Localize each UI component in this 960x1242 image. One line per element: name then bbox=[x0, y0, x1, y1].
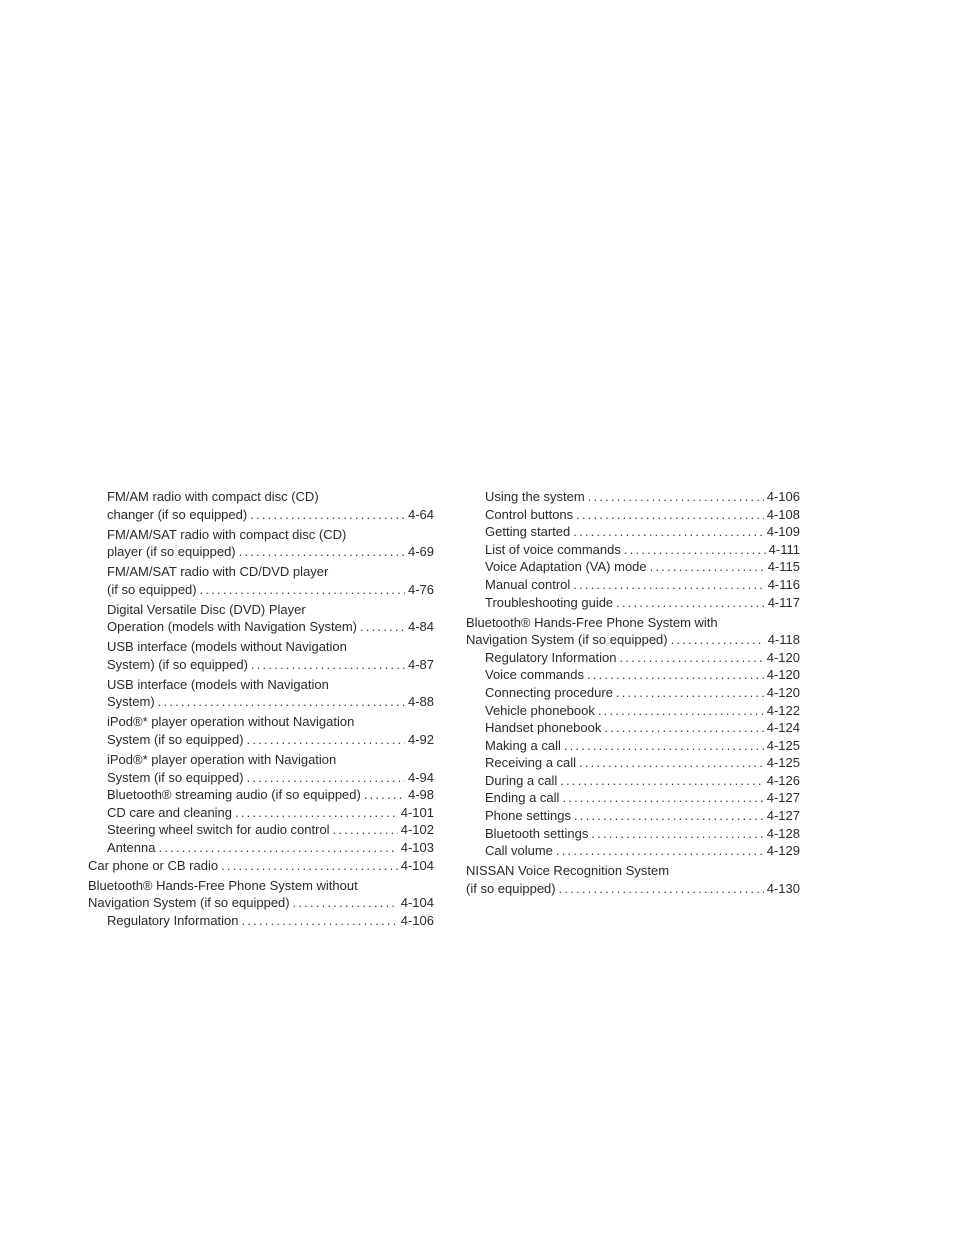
dot-leader bbox=[616, 684, 764, 702]
toc-entry-title-line: FM/AM/SAT radio with CD/DVD player bbox=[107, 564, 329, 580]
toc-entry-title-line: (if so equipped) bbox=[466, 880, 556, 896]
toc-entry[interactable] bbox=[466, 541, 800, 559]
dot-leader bbox=[235, 804, 398, 822]
dot-leader bbox=[250, 506, 405, 524]
toc-entry[interactable] bbox=[88, 526, 434, 561]
dot-leader bbox=[624, 541, 766, 559]
dot-leader bbox=[242, 912, 398, 930]
dot-leader bbox=[221, 857, 398, 875]
dot-leader bbox=[360, 618, 405, 636]
dot-leader bbox=[158, 693, 405, 711]
toc-entry-row bbox=[485, 488, 800, 506]
toc-entry[interactable] bbox=[88, 638, 434, 673]
toc-entry-row bbox=[485, 558, 800, 576]
toc-entry-row bbox=[485, 754, 800, 772]
toc-entry-title-line: Manual control bbox=[485, 576, 571, 592]
toc-entry-title-line: System) (if so equipped) bbox=[107, 656, 248, 672]
dot-leader bbox=[247, 769, 405, 787]
toc-page-number: 4-98 bbox=[407, 787, 434, 803]
toc-entry-row bbox=[485, 506, 800, 524]
dot-leader bbox=[598, 702, 764, 720]
toc-entry-row bbox=[485, 594, 800, 612]
toc-entry-title-line: Troubleshooting guide bbox=[485, 594, 614, 610]
toc-entry-title-line: Ending a call bbox=[485, 790, 560, 806]
toc-entry-title-line: Steering wheel switch for audio control bbox=[107, 822, 330, 838]
toc-entry-title-line: USB interface (models without Navigation bbox=[107, 639, 347, 655]
dot-leader bbox=[650, 558, 765, 576]
toc-entry[interactable] bbox=[88, 601, 434, 636]
dot-leader bbox=[574, 807, 764, 825]
dot-leader bbox=[562, 789, 763, 807]
toc-page-number: 4-106 bbox=[766, 489, 800, 504]
toc-page-number: 4-111 bbox=[768, 541, 800, 557]
dot-leader bbox=[579, 754, 764, 772]
toc-entry-title-line: Bluetooth settings bbox=[485, 825, 589, 841]
toc-entry-title-line: Navigation System (if so equipped) bbox=[88, 895, 290, 911]
toc-page-number: 4-125 bbox=[766, 737, 800, 753]
toc-entry-row bbox=[88, 894, 434, 912]
toc-entry-row bbox=[485, 649, 800, 667]
toc-page-number: 4-76 bbox=[407, 581, 434, 597]
toc-page-number: 4-94 bbox=[407, 769, 434, 785]
toc-entry-title-line: During a call bbox=[485, 772, 558, 788]
toc-page-number: 4-129 bbox=[766, 843, 800, 859]
toc-entry-row bbox=[485, 789, 800, 807]
toc-entry[interactable] bbox=[466, 594, 800, 612]
toc-entry[interactable] bbox=[466, 825, 800, 843]
toc-entry-row bbox=[107, 821, 434, 839]
toc-entry-title-line: NISSAN Voice Recognition System bbox=[466, 863, 670, 879]
toc-entry[interactable] bbox=[466, 807, 800, 825]
toc-entry[interactable] bbox=[88, 877, 434, 912]
toc-entry-row bbox=[485, 702, 800, 720]
toc-page-number: 4-69 bbox=[407, 544, 434, 560]
toc-page-number: 4-120 bbox=[766, 667, 800, 683]
toc-entry-title-line: Navigation System (if so equipped) bbox=[466, 632, 668, 648]
toc-page-number: 4-84 bbox=[407, 619, 434, 635]
dot-leader bbox=[333, 821, 398, 839]
toc-entry-title-line: Operation (models with Navigation System) bbox=[107, 619, 357, 635]
toc-entry[interactable] bbox=[88, 857, 434, 875]
toc-page-number: 4-120 bbox=[766, 649, 800, 665]
toc-entry-row bbox=[107, 786, 434, 804]
toc-entry-row bbox=[485, 523, 800, 541]
toc-entry-row bbox=[107, 769, 434, 787]
dot-leader bbox=[576, 506, 764, 524]
dot-leader bbox=[239, 543, 405, 561]
dot-leader bbox=[616, 594, 765, 612]
dot-leader bbox=[620, 649, 764, 667]
toc-entry-title-line: List of voice commands bbox=[485, 541, 621, 557]
toc-entry-title-line: FM/AM radio with compact disc (CD) bbox=[107, 489, 319, 504]
toc-entry-title-line: Regulatory Information bbox=[107, 912, 239, 928]
toc-entry[interactable] bbox=[466, 684, 800, 702]
dot-leader bbox=[573, 523, 763, 541]
toc-entry-title-line: Receiving a call bbox=[485, 755, 577, 771]
toc-entry-row bbox=[485, 807, 800, 825]
toc-page-number: 4-127 bbox=[766, 790, 800, 806]
toc-entry-title-line: System) bbox=[107, 694, 155, 710]
toc-entry[interactable] bbox=[466, 789, 800, 807]
toc-entry-row bbox=[485, 825, 800, 843]
dot-leader bbox=[591, 825, 763, 843]
toc-entry-row bbox=[107, 693, 434, 711]
dot-leader bbox=[556, 842, 764, 860]
dot-leader bbox=[564, 737, 764, 755]
toc-entry[interactable] bbox=[466, 702, 800, 720]
toc-entry-title-line: USB interface (models with Navigation bbox=[107, 676, 329, 692]
toc-page-number: 4-104 bbox=[400, 857, 434, 873]
toc-entry-row bbox=[485, 576, 800, 594]
toc-page-number: 4-117 bbox=[767, 594, 800, 610]
toc-page-number: 4-109 bbox=[766, 524, 800, 540]
toc-entry[interactable] bbox=[466, 666, 800, 684]
dot-leader bbox=[158, 839, 397, 857]
toc-entry-title-line: Getting started bbox=[485, 524, 571, 540]
toc-page-number: 4-106 bbox=[400, 912, 434, 928]
toc-entry[interactable] bbox=[88, 786, 434, 804]
toc-entry[interactable] bbox=[466, 754, 800, 772]
toc-entry[interactable] bbox=[88, 751, 434, 786]
toc-entry-row bbox=[107, 506, 434, 524]
toc-entry-title-line: Bluetooth® streaming audio (if so equipped) bbox=[107, 787, 361, 803]
dot-leader bbox=[559, 880, 764, 898]
toc-entry-row bbox=[107, 804, 434, 822]
toc-entry-row bbox=[466, 631, 800, 649]
toc-page-number: 4-120 bbox=[766, 684, 800, 700]
toc-entry-row bbox=[466, 880, 800, 898]
dot-leader bbox=[604, 719, 763, 737]
toc-entry[interactable] bbox=[466, 842, 800, 860]
toc-page-number: 4-125 bbox=[766, 755, 800, 771]
toc-entry-row bbox=[485, 842, 800, 860]
toc-entry-title-line: Regulatory Information bbox=[485, 649, 617, 665]
toc-page-number: 4-87 bbox=[407, 656, 434, 672]
toc-page-number: 4-92 bbox=[407, 732, 434, 748]
toc-page-number: 4-124 bbox=[766, 720, 800, 736]
toc-entry[interactable] bbox=[466, 719, 800, 737]
toc-entry-title-line: changer (if so equipped) bbox=[107, 506, 248, 522]
toc-page-number: 4-88 bbox=[407, 694, 434, 710]
toc-page-number: 4-101 bbox=[400, 804, 434, 820]
dot-leader bbox=[364, 786, 405, 804]
toc-entry[interactable] bbox=[88, 676, 434, 711]
toc-entry[interactable] bbox=[466, 614, 800, 649]
dot-leader bbox=[293, 894, 398, 912]
toc-entry[interactable] bbox=[466, 523, 800, 541]
toc-entry[interactable] bbox=[88, 804, 434, 822]
dot-leader bbox=[251, 656, 405, 674]
toc-entry[interactable] bbox=[88, 821, 434, 839]
toc-entry-title-line: Antenna bbox=[107, 840, 156, 856]
toc-page-number: 4-104 bbox=[400, 895, 434, 911]
toc-entry-row bbox=[107, 543, 434, 561]
toc-entry[interactable] bbox=[88, 488, 434, 523]
toc-entry-title-line: Digital Versatile Disc (DVD) Player bbox=[107, 601, 306, 617]
toc-entry-row bbox=[107, 731, 434, 749]
toc-page-number: 4-102 bbox=[400, 822, 434, 838]
toc-entry[interactable] bbox=[466, 506, 800, 524]
toc-entry-row bbox=[107, 656, 434, 674]
toc-entry[interactable] bbox=[466, 737, 800, 755]
toc-entry-title-line: System (if so equipped) bbox=[107, 732, 244, 748]
toc-page-number: 4-128 bbox=[766, 825, 800, 841]
toc-entry-title-line: Car phone or CB radio bbox=[88, 857, 219, 873]
toc-entry-title-line: Call volume bbox=[485, 843, 553, 859]
toc-page-number: 4-115 bbox=[767, 559, 800, 575]
toc-entry[interactable] bbox=[88, 912, 434, 930]
toc-entry[interactable] bbox=[88, 839, 434, 857]
toc-entry-title-line: (if so equipped) bbox=[107, 581, 197, 597]
toc-page-number: 4-127 bbox=[766, 808, 800, 824]
toc-page-number: 4-118 bbox=[767, 632, 800, 648]
toc-entry-title-line: Making a call bbox=[485, 737, 561, 753]
toc-entry-row bbox=[107, 839, 434, 857]
toc-entry-title-line: Bluetooth® Hands-Free Phone System without bbox=[88, 877, 358, 893]
toc-entry[interactable] bbox=[466, 862, 800, 897]
toc-entry-title-line: Voice Adaptation (VA) mode bbox=[485, 559, 647, 575]
toc-entry-row bbox=[485, 737, 800, 755]
toc-entry-row bbox=[88, 857, 434, 875]
toc-page-number: 4-108 bbox=[766, 506, 800, 522]
toc-entry[interactable] bbox=[466, 558, 800, 576]
toc-page-number: 4-116 bbox=[767, 576, 800, 592]
toc-entry-title-line: Bluetooth® Hands-Free Phone System with bbox=[466, 614, 718, 630]
toc-entry-title-line: iPod®* player operation with Navigation bbox=[107, 752, 337, 768]
toc-page-number: 4-122 bbox=[766, 702, 800, 718]
toc-entry[interactable] bbox=[466, 649, 800, 667]
toc-page-number: 4-130 bbox=[766, 880, 800, 896]
toc-left-column bbox=[88, 488, 434, 929]
toc-entry-title-line: Vehicle phonebook bbox=[485, 702, 595, 718]
toc-entry-row bbox=[485, 541, 800, 559]
toc-entry[interactable] bbox=[466, 576, 800, 594]
toc-entry-row bbox=[107, 912, 434, 930]
dot-leader bbox=[573, 576, 764, 594]
toc-entry-row bbox=[485, 719, 800, 737]
toc-entry-row bbox=[107, 618, 434, 636]
dot-leader bbox=[200, 581, 405, 599]
toc-entry-row bbox=[485, 684, 800, 702]
toc-page-number: 4-126 bbox=[766, 772, 800, 788]
toc-page-number: 4-103 bbox=[400, 840, 434, 856]
toc-entry-row bbox=[485, 666, 800, 684]
toc-entry[interactable] bbox=[466, 488, 800, 506]
toc-entry-title-line: Control buttons bbox=[485, 506, 574, 522]
toc-entry[interactable] bbox=[88, 713, 434, 748]
toc-entry-title-line: Voice commands bbox=[485, 667, 584, 683]
toc-entry-title-line: System (if so equipped) bbox=[107, 769, 244, 785]
dot-leader bbox=[560, 772, 763, 790]
dot-leader bbox=[671, 631, 765, 649]
toc-right-column bbox=[466, 488, 800, 897]
toc-entry[interactable] bbox=[88, 563, 434, 598]
toc-entry-row bbox=[107, 581, 434, 599]
toc-entry-title-line: Using the system bbox=[485, 489, 585, 504]
toc-entry[interactable] bbox=[466, 772, 800, 790]
toc-entry-title-line: player (if so equipped) bbox=[107, 544, 236, 560]
dot-leader bbox=[247, 731, 405, 749]
dot-leader bbox=[587, 666, 764, 684]
toc-entry-title-line: Connecting procedure bbox=[485, 684, 613, 700]
toc-entry-title-line: Phone settings bbox=[485, 808, 572, 824]
toc-entry-title-line: iPod®* player operation without Navigation bbox=[107, 714, 355, 730]
toc-page-number: 4-64 bbox=[407, 506, 434, 522]
toc-entry-row bbox=[485, 772, 800, 790]
toc-entry-title-line: CD care and cleaning bbox=[107, 804, 233, 820]
toc-entry-title-line: FM/AM/SAT radio with compact disc (CD) bbox=[107, 526, 347, 542]
toc-entry-title-line: Handset phonebook bbox=[485, 720, 602, 736]
dot-leader bbox=[588, 488, 764, 506]
